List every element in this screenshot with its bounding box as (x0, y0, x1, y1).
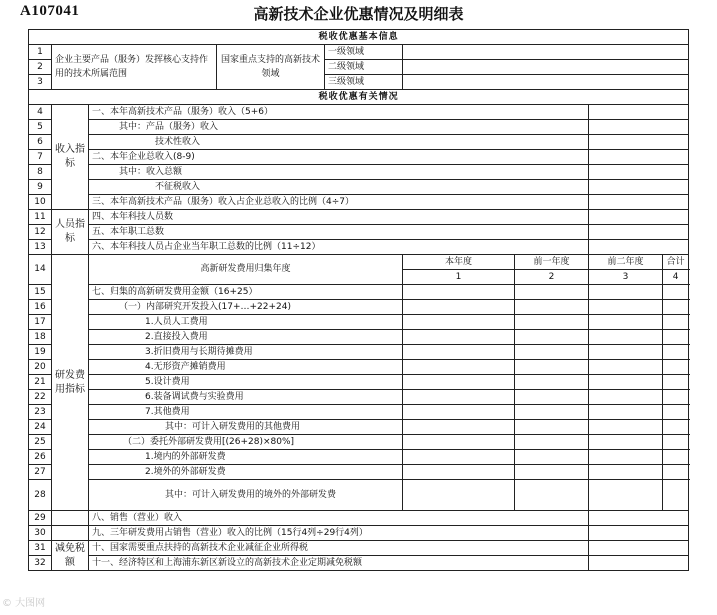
cell-prev2-year[interactable] (589, 345, 663, 360)
cell-total[interactable] (663, 315, 689, 330)
cell-current-year[interactable] (403, 345, 515, 360)
row-label: 十一、经济特区和上海浦东新区新设立的高新技术企业定期减免税额 (89, 556, 589, 571)
row-label: 七、归集的高新研发费用金额（16+25） (89, 285, 403, 300)
cell-total[interactable] (663, 285, 689, 300)
cell-prev2-year[interactable] (589, 465, 663, 480)
row-value[interactable] (589, 165, 689, 180)
form-code: A107041 (20, 3, 80, 19)
row-number: 14 (29, 255, 52, 285)
table-row (29, 255, 689, 270)
row-number: 27 (29, 465, 52, 480)
cell-prev-year[interactable] (515, 300, 589, 315)
row-label: 四、本年科技人员数 (89, 210, 589, 225)
row-label: （二）委托外部研发费用[(26+28)×80%] (89, 435, 403, 450)
cell-prev-year[interactable] (515, 405, 589, 420)
row-label: 三、本年高新技术产品（服务）收入占企业总收入的比例（4÷7） (89, 195, 589, 210)
row-value[interactable] (589, 240, 689, 255)
row-value[interactable] (589, 526, 689, 541)
row-label: （一）内部研究开发投入(17+…+22+24) (89, 300, 403, 315)
cell-prev-year[interactable] (515, 330, 589, 345)
table-row (29, 45, 689, 60)
cell-prev2-year[interactable] (589, 390, 663, 405)
row-number: 19 (29, 345, 52, 360)
table-row (29, 330, 689, 345)
col-header-prev2-year: 前二年度 (589, 255, 663, 270)
key-field-label: 国家重点支持的高新技术领域 (217, 45, 325, 90)
row-label: 不征税收入 (89, 180, 589, 195)
section-header-related (29, 90, 689, 105)
cell-current-year[interactable] (403, 480, 515, 511)
cell-total[interactable] (663, 345, 689, 360)
row-number: 6 (29, 135, 52, 150)
row-label: 技术性收入 (89, 135, 589, 150)
table-row (29, 526, 689, 541)
row-number: 12 (29, 225, 52, 240)
table-row (29, 225, 689, 240)
cell-current-year[interactable] (403, 300, 515, 315)
cell-current-year[interactable] (403, 285, 515, 300)
row-label: 五、本年职工总数 (89, 225, 589, 240)
cell-total[interactable] (663, 465, 689, 480)
tech-scope-label: 企业主要产品（服务）发挥核心支持作用的技术所属范围 (52, 45, 217, 90)
row-number: 4 (29, 105, 52, 120)
row-number: 25 (29, 435, 52, 450)
cell-total[interactable] (663, 435, 689, 450)
table-row (29, 375, 689, 390)
row-number: 28 (29, 480, 52, 511)
row-label: 1.人员人工费用 (89, 315, 403, 330)
table-row (29, 480, 689, 511)
cell-prev2-year[interactable] (589, 480, 663, 511)
cell-total[interactable] (663, 480, 689, 511)
cell-prev-year[interactable] (515, 435, 589, 450)
cell-prev-year[interactable] (515, 375, 589, 390)
cell-prev-year[interactable] (515, 315, 589, 330)
table-row (29, 541, 689, 556)
row-label: 4.无形资产摊销费用 (89, 360, 403, 375)
col-header-prev-year: 前一年度 (515, 255, 589, 270)
cell-prev-year[interactable] (515, 420, 589, 435)
cell-prev-year[interactable] (515, 480, 589, 511)
row-label: 1.境内的外部研发费 (89, 450, 403, 465)
row-number: 23 (29, 405, 52, 420)
row-number: 18 (29, 330, 52, 345)
col-header-current-year: 本年度 (403, 255, 515, 270)
cell-current-year[interactable] (403, 390, 515, 405)
cell-current-year[interactable] (403, 315, 515, 330)
row-number: 29 (29, 511, 52, 526)
tax-form-table (28, 29, 689, 571)
level-3-label: 三级领域 (325, 75, 403, 90)
table-row (29, 556, 689, 571)
row-number: 16 (29, 300, 52, 315)
row-label: 其中：产品（服务）收入 (89, 120, 589, 135)
row-number: 11 (29, 210, 52, 225)
cell-prev2-year[interactable] (589, 330, 663, 345)
row-number: 26 (29, 450, 52, 465)
cell-prev-year[interactable] (515, 450, 589, 465)
cell-current-year[interactable] (403, 405, 515, 420)
row-number: 24 (29, 420, 52, 435)
row-value[interactable] (589, 541, 689, 556)
cell-current-year[interactable] (403, 360, 515, 375)
table-row (29, 240, 689, 255)
col-number: 3 (589, 270, 663, 285)
group-label-rd: 研发费用指标 (52, 255, 89, 511)
table-row (29, 120, 689, 135)
row-label: 其中：收入总额 (89, 165, 589, 180)
section-header-basic (29, 30, 689, 45)
section-title-basic: 税收优惠基本信息 (29, 30, 689, 45)
cell-prev-year[interactable] (515, 390, 589, 405)
table-row (29, 450, 689, 465)
row-value[interactable] (589, 180, 689, 195)
col-number: 1 (403, 270, 515, 285)
table-row (29, 405, 689, 420)
row-number: 5 (29, 120, 52, 135)
row-label: 2.直接投入费用 (89, 330, 403, 345)
table-row (29, 105, 689, 120)
row-number: 10 (29, 195, 52, 210)
row-number: 15 (29, 285, 52, 300)
level-1-label: 一级领域 (325, 45, 403, 60)
cell-prev2-year[interactable] (589, 300, 663, 315)
group-label-exempt: 减免税额 (52, 541, 89, 571)
cell-total[interactable] (663, 300, 689, 315)
row-label: 6.装备调试费与实验费用 (89, 390, 403, 405)
level-1-value[interactable] (403, 45, 689, 60)
table-row (29, 135, 689, 150)
cell-total[interactable] (663, 420, 689, 435)
row-number: 20 (29, 360, 52, 375)
row-value[interactable] (589, 120, 689, 135)
row-number: 9 (29, 180, 52, 195)
row-number: 13 (29, 240, 52, 255)
row-number: 17 (29, 315, 52, 330)
table-row (29, 511, 689, 526)
table-row (29, 285, 689, 300)
table-row (29, 300, 689, 315)
table-row (29, 420, 689, 435)
cell-prev-year[interactable] (515, 360, 589, 375)
row-label: 六、本年科技人员占企业当年职工总数的比例（11÷12） (89, 240, 589, 255)
table-row (29, 165, 689, 180)
cell-prev2-year[interactable] (589, 360, 663, 375)
table-row (29, 360, 689, 375)
row-number: 21 (29, 375, 52, 390)
cell-total[interactable] (663, 405, 689, 420)
row-value[interactable] (589, 210, 689, 225)
row-value[interactable] (589, 511, 689, 526)
row-number: 8 (29, 165, 52, 180)
cell-prev2-year[interactable] (589, 285, 663, 300)
section-title-related: 税收优惠有关情况 (29, 90, 689, 105)
col-number: 2 (515, 270, 589, 285)
row-label: 7.其他费用 (89, 405, 403, 420)
cell-total[interactable] (663, 450, 689, 465)
cell-total[interactable] (663, 390, 689, 405)
row-label: 一、本年高新技术产品（服务）收入（5+6） (89, 105, 589, 120)
row-value[interactable] (589, 195, 689, 210)
level-2-label: 二级领域 (325, 60, 403, 75)
group-label-income: 收入指标 (52, 105, 89, 210)
row-number: 7 (29, 150, 52, 165)
group-label-personnel: 人员指标 (52, 210, 89, 255)
cell-current-year[interactable] (403, 435, 515, 450)
row-label: 5.设计费用 (89, 375, 403, 390)
row-label: 十、国家需要重点扶持的高新技术企业减征企业所得税 (89, 541, 589, 556)
row-value[interactable] (589, 225, 689, 240)
row-number: 22 (29, 390, 52, 405)
row-number: 2 (29, 60, 52, 75)
row-label: 二、本年企业总收入(8-9) (89, 150, 589, 165)
row-value[interactable] (589, 105, 689, 120)
cell-prev-year[interactable] (515, 465, 589, 480)
row-value[interactable] (589, 135, 689, 150)
table-row (29, 210, 689, 225)
cell-current-year[interactable] (403, 420, 515, 435)
cell-prev2-year[interactable] (589, 420, 663, 435)
cell-current-year[interactable] (403, 465, 515, 480)
row-label: 八、销售（营业）收入 (89, 511, 589, 526)
rd-year-label: 高新研发费用归集年度 (89, 255, 403, 285)
table-row (29, 150, 689, 165)
row-number: 31 (29, 541, 52, 556)
cell-prev2-year[interactable] (589, 405, 663, 420)
row-label: 3.折旧费用与长期待摊费用 (89, 345, 403, 360)
cell-prev-year[interactable] (515, 285, 589, 300)
cell-total[interactable] (663, 360, 689, 375)
row-value[interactable] (589, 556, 689, 571)
level-3-value[interactable] (403, 75, 689, 90)
row-number: 32 (29, 556, 52, 571)
cell-prev2-year[interactable] (589, 375, 663, 390)
group-blank (52, 511, 89, 526)
col-number: 4 (663, 270, 689, 285)
cell-current-year[interactable] (403, 375, 515, 390)
cell-prev2-year[interactable] (589, 315, 663, 330)
table-row (29, 345, 689, 360)
cell-current-year[interactable] (403, 450, 515, 465)
cell-prev2-year[interactable] (589, 450, 663, 465)
table-row (29, 180, 689, 195)
cell-current-year[interactable] (403, 330, 515, 345)
cell-total[interactable] (663, 330, 689, 345)
group-blank (52, 526, 89, 541)
cell-total[interactable] (663, 375, 689, 390)
table-row (29, 195, 689, 210)
row-label: 2.境外的外部研发费 (89, 465, 403, 480)
col-header-total: 合计 (663, 255, 689, 270)
row-label: 其中：可计入研发费用的境外的外部研发费 (89, 480, 403, 511)
table-row (29, 465, 689, 480)
form-title: 高新技术企业优惠情况及明细表 (253, 5, 464, 23)
row-value[interactable] (589, 150, 689, 165)
cell-prev-year[interactable] (515, 345, 589, 360)
watermark: © 大图网 (2, 598, 46, 609)
table-row (29, 390, 689, 405)
table-row (29, 315, 689, 330)
table-row (29, 435, 689, 450)
row-label: 其中：可计入研发费用的其他费用 (89, 420, 403, 435)
row-number: 3 (29, 75, 52, 90)
row-number: 30 (29, 526, 52, 541)
row-label: 九、三年研发费用占销售（营业）收入的比例（15行4列÷29行4列） (89, 526, 589, 541)
row-number: 1 (29, 45, 52, 60)
level-2-value[interactable] (403, 60, 689, 75)
cell-prev2-year[interactable] (589, 435, 663, 450)
